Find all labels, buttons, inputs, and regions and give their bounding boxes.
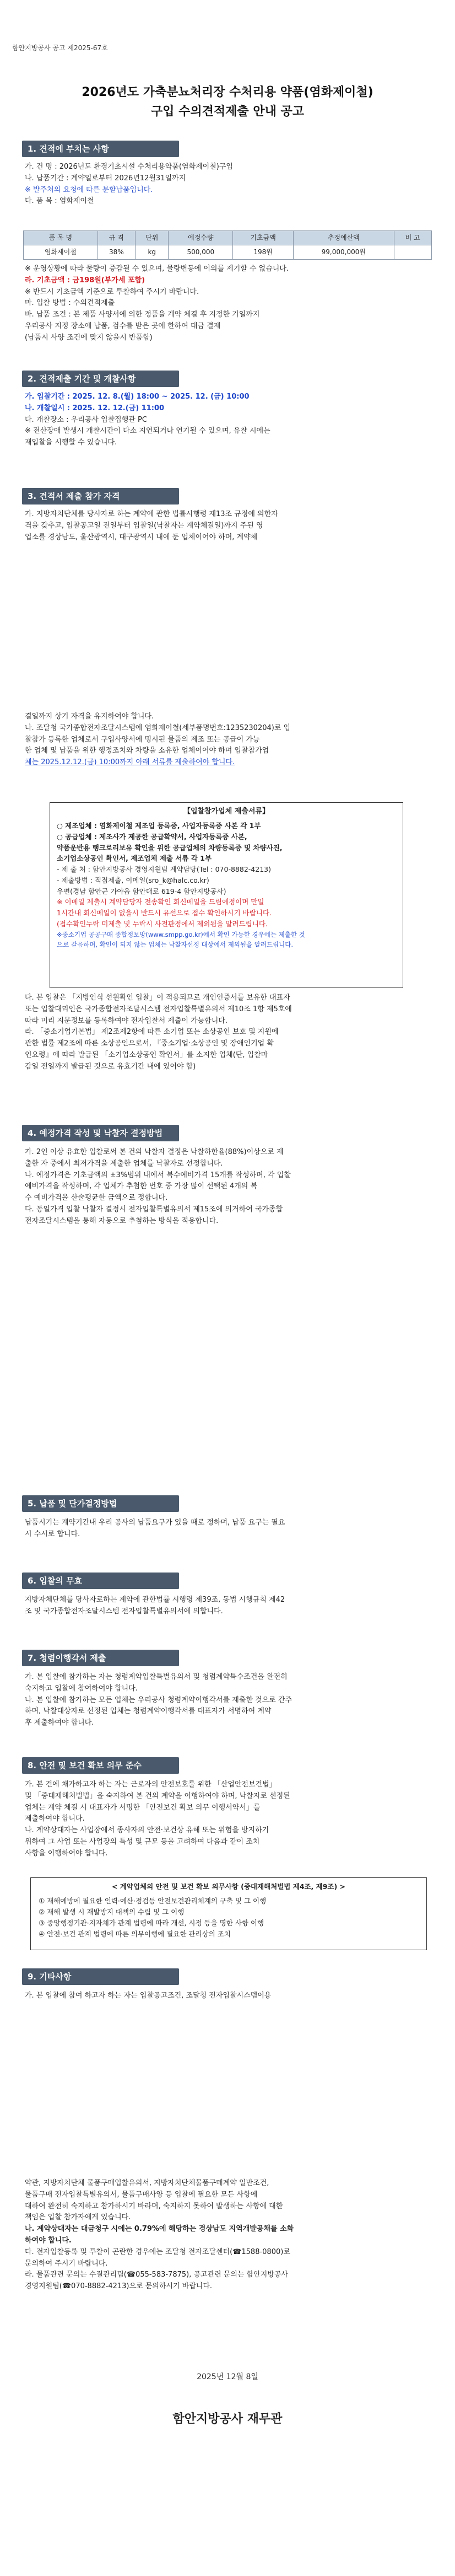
- text-line: 라. 기초금액 : 금198원(부가세 포함): [25, 276, 145, 285]
- section-header-9: 9. 기타사항: [22, 1968, 179, 1985]
- box-content: [39, 1896, 419, 1940]
- section-4-body: [25, 1147, 427, 1227]
- issuer-signature: 함안지방공사 재무관: [172, 2412, 283, 2426]
- section-3-body: [25, 509, 427, 543]
- text-line: ○ 공급업체 : 제조사가 제공한 공급확약서, 사업자등록증 사본,: [57, 832, 247, 841]
- col-header: 예정수량: [169, 231, 233, 245]
- section-3-body-cont: [25, 711, 427, 769]
- text-line: 전자조달시스템을 통해 자동으로 추첨하는 방식을 적용합니다.: [25, 1216, 219, 1225]
- text-line: 숙지하고 입찰에 참여하여야 합니다.: [25, 1684, 138, 1693]
- text-line: 가. 건 명 : 2026년도 환경기초시설 수처리용약품(염화제이철)구입: [25, 163, 233, 171]
- text-line: 제출하여야 합니다.: [25, 1815, 85, 1823]
- table-row: [24, 245, 432, 260]
- text-line: 나. 계약상대자는 대금청구 시에는 0.79%에 해당하는 경상남도 지역개발공채를 소화: [25, 2225, 294, 2234]
- section-5-body: [25, 1517, 427, 1541]
- text-line: ④ 안전·보건 관계 법령에 따른 의무이행에 필요한 관리상의 조치: [39, 1930, 231, 1938]
- text-line: ※중소기업 공공구매 종합정보망(www.smpp.go.kr)에서 확인 가능한 경우에는 제출한 것: [57, 930, 305, 938]
- text-line: ③ 중앙행정기관·지자체가 관계 법령에 따라 개선, 시정 등을 명한 사항 이행: [39, 1919, 264, 1927]
- text-line: 나. 예정가격은 기초금액의 ±3%범위 내에서 복수예비가격 15개를 작성하며, 각 입찰: [25, 1171, 291, 1179]
- text-line: 다. 개찰장소 : 우리공사 입찰집행관 PC: [25, 415, 147, 424]
- section-2-body: [25, 391, 427, 449]
- section-header-5: 5. 납품 및 단가결정방법: [22, 1495, 179, 1512]
- text-line: 마. 입찰 방법 : 수의견적제출: [25, 299, 115, 308]
- col-header: 품 목 명: [24, 231, 98, 245]
- text-line: 체는 2025.12.12.(금) 10:00까지 아래 서류를 제출하여야 합니다.: [25, 758, 235, 767]
- text-line: ① 재해예방에 필요한 인력·예산·점검등 안전보건관리체계의 구축 및 그 이행: [39, 1897, 267, 1905]
- box-title: 【입찰참가업체 제출서류】: [183, 807, 270, 815]
- text-line: 물품구매 전자입찰특별유의서, 물품구매사양 등 입찰에 필요한 모든 사항에: [25, 2190, 258, 2199]
- text-line: 우편(경남 함안군 가야읍 함안대로 619-4 함안지방공사): [57, 887, 226, 895]
- table-cell: 500,000: [169, 245, 233, 260]
- table-cell: 38%: [98, 245, 135, 260]
- text-line: 납품시기는 계약기간내 우리 공사의 납품요구가 있을 때로 정하며, 납품 요구는 필요: [25, 1518, 285, 1527]
- text-line: 문의하여 주시기 바랍니다.: [25, 2259, 108, 2268]
- text-line: 다. 전자입찰등록 및 투찰이 곤란한 경우에는 조달청 전자조달센터(☎1588-0800)로: [25, 2247, 290, 2256]
- table-cell: 염화제이철: [24, 245, 98, 260]
- text-line: 나. 납품기간 : 계약일로부터 2026년12월31일까지: [25, 174, 186, 183]
- text-line: 나. 계약상대자는 사업장에서 종사자의 안전·보건상 유해 또는 위험을 방지하기: [25, 1826, 269, 1835]
- section-1-notes: [25, 264, 427, 344]
- text-line: 수 예비가격을 산술평균한 금액으로 정합니다.: [25, 1194, 168, 1203]
- text-line: (납품시 사양 조건에 맞지 않을시 반품함): [25, 333, 153, 342]
- text-line: - 제출방법 : 직접제출, 이메일(sro_k@halc.co.kr): [57, 876, 209, 884]
- text-line: 감일 전일까지 발급된 것으로 유효기간 내에 있어야 함): [25, 1062, 196, 1071]
- announcement-date: 2025년 12월 8일: [197, 2373, 258, 2381]
- col-header: 규 격: [98, 231, 135, 245]
- text-line: ※ 전산장애 발생시 개찰시간이 다소 지연되거나 연기될 수 있으며, 유찰 시에는: [25, 427, 270, 436]
- text-line: 관한 법률 제2조에 따른 소상공인으로서, 『중소기업·소상공인 및 장애인기업 확: [25, 1039, 274, 1048]
- text-line: 가. 2인 이상 유효한 입찰로써 본 건의 낙찰자 결정은 낙찰하한율(88%)이상으로 제: [25, 1148, 284, 1156]
- box-title: < 계약업체의 안전 및 보건 확보 의무사항 (중대재해처벌법 제4조, 제9조) >: [111, 1882, 346, 1891]
- section-header-7: 7. 청렴이행각서 제출: [22, 1650, 179, 1666]
- text-line: ○ 제조업체 : 염화제이철 제조업 등록증, 사업자등록증 사본 각 1부: [57, 822, 261, 830]
- text-line: 가. 지방자치단체를 당사자로 하는 계약에 관한 법률시행령 제13조 규정에 의한자: [25, 510, 278, 518]
- text-line: 라. 「중소기업기본법」 제2조제2항에 따른 소기업 또는 소상공인 보호 및 지원에: [25, 1028, 279, 1037]
- table-cell: [394, 245, 431, 260]
- text-line: ※ 운영상황에 따라 물량이 증감될 수 있으며, 물량변동에 이의를 제기할 수 없습니다.: [25, 265, 289, 273]
- text-line: 재입찰을 시행할 수 있습니다.: [25, 438, 117, 447]
- text-line: 약관, 지방자치단체 물품구매입찰유의서, 지방자치단체물품구매계약 일반조건,: [25, 2179, 269, 2187]
- col-header: 비 고: [394, 231, 431, 245]
- table-cell: 99,000,000원: [294, 245, 394, 260]
- section-9-body-cont: [25, 2178, 427, 2293]
- text-line: 나. 본 입찰에 참가하는 모든 업체는 우리공사 청렴계약이행각서를 제출한 것으로 간주: [25, 1695, 292, 1704]
- page-title-line1: 2026년도 가축분뇨처리장 수처리용 약품(염화제이철): [82, 85, 373, 99]
- text-line: 하며, 낙찰대상자로 선정된 업체는 청렴계약이행각서를 대표자가 서명하여 계약: [25, 1707, 272, 1716]
- text-line: 경영지원팀(☎070-8882-4213)으로 문의하시기 바랍니다.: [25, 2282, 213, 2291]
- table-header-row: [24, 231, 432, 245]
- text-line: 지방자체단체를 당사자로하는 계약에 관한법률 시행령 제39조, 동법 시행규칙 제42: [25, 1596, 285, 1604]
- text-line: 및 「중대재해처벌법」을 숙지하여 본 건의 계약을 이행하여야 하며, 낙찰자로 선정된: [25, 1791, 290, 1800]
- text-line: ※ 이메일 제출시 계약담당자 전송확인 회신메일을 드림예정이며 만일: [57, 898, 264, 906]
- text-line: 가. 입찰기간 : 2025. 12. 8.(월) 18:00 ~ 2025. 12. (금) 10:00: [25, 393, 250, 401]
- text-line: 가. 본 건에 채가하고자 하는 자는 근로자의 안전보호를 위한 「산업안전보건법」: [25, 1780, 277, 1789]
- section-8-body: [25, 1779, 427, 1860]
- text-line: 격을 갖추고, 입찰공고일 전일부터 입찰일(낙찰자는 계약체결일)까지 주된 영: [25, 521, 263, 530]
- text-line: 약품운반용 탱크로리보유 확인을 위한 공급업체의 차량등록증 및 차량사진,: [57, 843, 283, 852]
- text-line: 하여야 합니다.: [25, 2236, 72, 2245]
- section-6-body: [25, 1595, 427, 1618]
- text-line: 결일까지 상기 자격을 유지하여야 합니다.: [25, 712, 154, 721]
- required-documents-box: [50, 802, 403, 988]
- text-line: 위하여 그 사업 또는 사업장의 특성 및 규모 등을 고려하여 다음과 같이 조치: [25, 1837, 260, 1846]
- text-line: 대하여 완전히 숙지하고 참가하시기 바라며, 숙지하지 못하여 발생하는 사항에 대한: [25, 2202, 283, 2210]
- text-line: - 제 출 처 : 함안지방공사 경영지원팀 계약담당(Tel : 070-8882-4213): [57, 865, 271, 873]
- col-header: 추정예산액: [294, 231, 394, 245]
- col-header: 기초금액: [233, 231, 294, 245]
- text-line: ※ 반드시 기초금액 기준으로 투찰하여 주시기 바랍니다.: [25, 287, 199, 296]
- section-7-body: [25, 1672, 427, 1729]
- section-3-body-tail: [25, 992, 427, 1073]
- text-line: 가. 본 입찰에 참가하는 자는 청렴계약입찰특별유의서 및 청렴계약특수조건을 완전히: [25, 1673, 288, 1681]
- text-line: 다. 본 입찰은 「지방인식 선원확인 입찰」이 적용되므로 개인인증서를 보유한 대표자: [25, 994, 290, 1002]
- text-line: 바. 납품 조건 : 본 제품 사양서에 의한 정품을 계약 체결 후 지정한 기일까지: [25, 310, 260, 319]
- text-line: 소기업소상공인 확인서, 제조업체 제출 서류 각 1부: [57, 854, 212, 863]
- table-cell: kg: [136, 245, 169, 260]
- text-line: 나. 개찰일시 : 2025. 12. 12.(금) 11:00: [25, 404, 165, 412]
- text-line: 조 및 국가종합전자조달시스템 전자입찰특별유의서에 의합니다.: [25, 1607, 223, 1616]
- page-title-line2: 구입 수의견적제출 안내 공고: [150, 105, 304, 119]
- section-header-1: 1. 견적에 부치는 사항: [22, 141, 179, 157]
- text-line: 업체는 계약 체결 시 대표자가 서명한 「안전보건 확보 의무 이행서약서」를: [25, 1803, 261, 1812]
- text-line: (접수확인누락 미제출 및 누락시 사전판정에서 제외됨을 알려드립니다.: [57, 919, 268, 928]
- text-line: 다. 동일가격 입찰 낙찰자 결정시 전자입찰특별유의서 제15조에 의거하여 국가종합: [25, 1205, 283, 1214]
- text-line: 또는 입찰대리인은 국가종합전자조달시스템 전자입찰특별유의서 제10조 1항 제5호에: [25, 1005, 292, 1013]
- text-line: 한 업체 및 납품을 위한 행정조치와 차량을 소유한 업체이어야 하며 입찰참가업: [25, 747, 269, 755]
- section-header-4: 4. 예정가격 작성 및 낙찰자 결정방법: [22, 1125, 179, 1141]
- text-line: 사항을 이행하여야 합니다.: [25, 1849, 108, 1858]
- text-line: 다. 품 목 : 염화제이철: [25, 197, 94, 206]
- section-header-2: 2. 견적제출 기간 및 개찰사항: [22, 371, 179, 387]
- text-line: 나. 조달청 국가종합전자조달시스템에 염화제이철(세부품명번호:1235230204)로 입: [25, 723, 291, 732]
- text-line: ② 재해 발생 시 재발방지 대책의 수립 및 그 이행: [39, 1908, 185, 1916]
- text-line: 우리공사 지정 장소에 납품, 검수를 받은 곳에 한하여 대금 결제: [25, 321, 221, 330]
- text-line: 책임은 입찰 참가자에게 있습니다.: [25, 2213, 131, 2222]
- box-content: [57, 820, 398, 949]
- col-header: 단위: [136, 231, 169, 245]
- item-table: [23, 230, 432, 260]
- text-line: 찰참가 등록한 업체로서 구입사양서에 명시된 물품의 제조 또는 공급이 가능: [25, 735, 260, 744]
- section-header-6: 6. 입찰의 무효: [22, 1573, 179, 1589]
- text-line: 라. 물품관련 문의는 수질관리팀(☎055-583-7875), 공고관련 문의는 함안지방공사: [25, 2271, 288, 2279]
- text-line: 인요령』에 따라 발급된 「소기업소상공인 확인서」를 소지한 업체(단, 입찰마: [25, 1050, 268, 1059]
- text-line: 후 제출하여야 합니다.: [25, 1719, 94, 1727]
- text-line: 가. 본 입찰에 참여 하고자 하는 자는 입찰공고조건, 조달청 전자입찰시스템이용: [25, 1992, 272, 2000]
- section-header-8: 8. 안전 및 보건 확보 의무 준수: [22, 1757, 179, 1774]
- announcement-number: 함안지방공사 공고 제2025-67호: [12, 44, 108, 52]
- section-1-body: [25, 162, 427, 207]
- text-line: 1시간내 회신메일이 없을시 반드시 유선으로 접수 확인하시기 바랍니다.: [57, 909, 272, 917]
- text-line: 으로 갈음하며, 확인이 되지 않는 업체는 낙찰자선정 대상에서 제외됨을 알려드립니다.: [57, 940, 294, 948]
- text-line: 업소를 경상남도, 울산광역시, 대구광역시 내에 둔 업체이어야 하며, 계약체: [25, 533, 258, 541]
- text-line: 예비가격을 작성하며, 각 업체가 추첨한 번호 중 가장 많이 선택된 4개의 복: [25, 1182, 258, 1191]
- text-line: 따라 미리 지문정보를 등록하여야 전자입찰서 제출이 가능합니다.: [25, 1016, 228, 1025]
- text-line: ※ 발주처의 요청에 따른 분할납품입니다.: [25, 185, 153, 194]
- text-line: 시 수시로 합니다.: [25, 1530, 80, 1538]
- table-cell: 198원: [233, 245, 294, 260]
- section-9-body: [25, 1990, 427, 2002]
- safety-duties-box: [30, 1877, 427, 1950]
- text-line: 출한 자 중에서 최저가격을 제출한 업체를 낙찰자로 선정합니다.: [25, 1159, 223, 1168]
- section-header-3: 3. 견적서 제출 참가 자격: [22, 488, 179, 505]
